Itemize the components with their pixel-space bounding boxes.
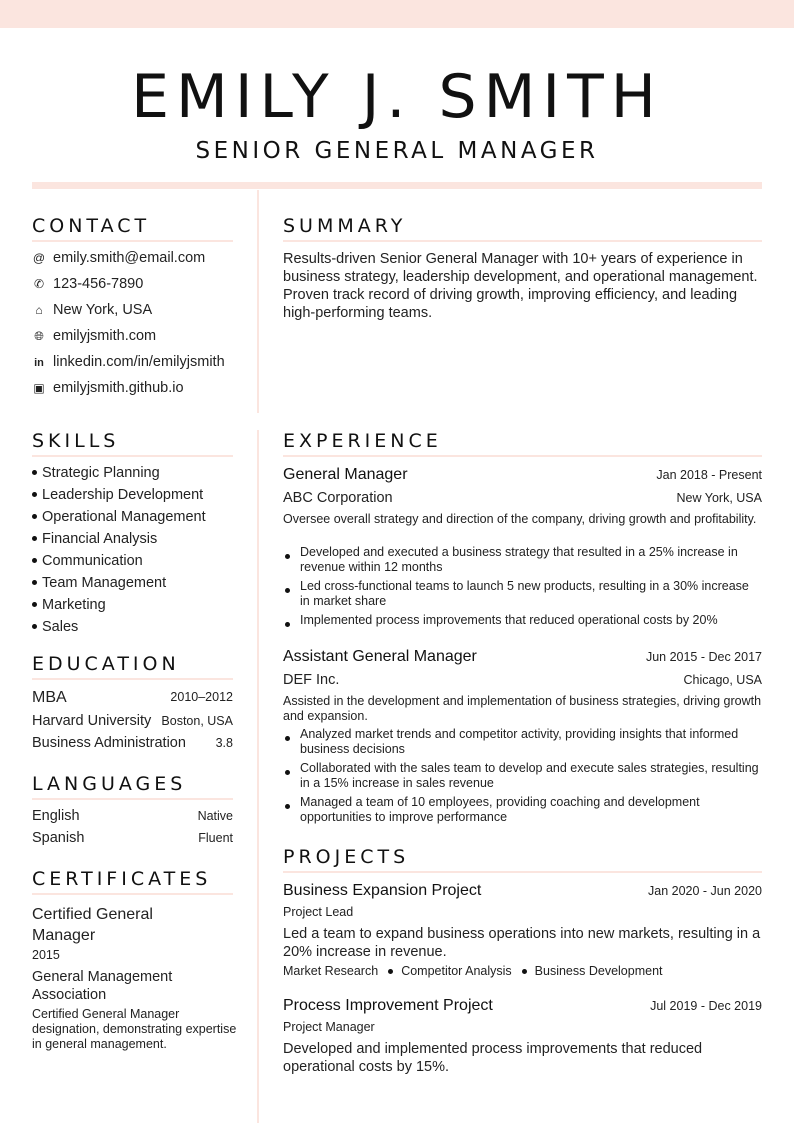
contact-email[interactable]: [32, 250, 205, 266]
header-divider: [32, 182, 762, 189]
job-title-row: [283, 466, 762, 484]
job-bullets: [283, 727, 762, 829]
job-title-row: [283, 648, 762, 666]
job-summary: Assisted in the development and implementation of business strategies, driving growth and expansion.: [283, 694, 762, 723]
contact-github[interactable]: [32, 380, 184, 396]
education-gpa: 3.8: [215, 736, 233, 750]
education-field-row: [32, 735, 233, 751]
job-location: New York, USA: [676, 491, 762, 505]
certificate-name: Certified General Manager: [32, 906, 153, 944]
language-level: Fluent: [198, 831, 233, 845]
project-title: Business Expansion Project: [283, 882, 482, 899]
education-location: Boston, USA: [161, 714, 233, 728]
project-title-row: [283, 882, 762, 900]
education-years: 2010–2012: [170, 690, 233, 704]
contact-linkedin[interactable]: [32, 354, 225, 370]
skill-item: Strategic Planning: [32, 465, 160, 481]
education-degree-row: [32, 689, 233, 707]
contact-phone-text: 123-456-7890: [53, 276, 144, 292]
language-row: [32, 808, 233, 824]
education-heading: EDUCATION: [32, 653, 233, 680]
column-divider-bottom: [257, 430, 259, 1123]
job-company-row: [283, 672, 762, 688]
project-description: Developed and implemented process improvements that reduced operational costs by 15%.: [283, 1041, 703, 1075]
job-bullet: Developed and executed a business strategy that resulted in a 25% increase in revenue within 12 months: [283, 545, 762, 575]
job-company: DEF Inc.: [283, 672, 340, 688]
project-description: Led a team to expand business operations into new markets, resulting in a 20% increase in revenue.: [283, 926, 761, 960]
job-title: SENIOR GENERAL MANAGER: [195, 138, 599, 164]
column-divider-top: [257, 190, 259, 413]
skill-item: Financial Analysis: [32, 531, 157, 547]
job-company: ABC Corporation: [283, 490, 393, 506]
certificate-description: Certified General Manager designation, demonstrating expertise in general management.: [32, 1007, 237, 1051]
contact-location-text: New York, USA: [53, 302, 153, 318]
job-dates: Jan 2018 - Present: [656, 468, 762, 482]
job-title-text: General Manager: [283, 466, 408, 483]
job-bullet: Implemented process improvements that reduced operational costs by 20%: [283, 613, 762, 628]
skill-item: Marketing: [32, 597, 106, 613]
project-title: Process Improvement Project: [283, 997, 493, 1014]
globe-icon: 🌐︎: [34, 329, 44, 343]
education-school-row: [32, 713, 233, 729]
skill-item: Operational Management: [32, 509, 206, 525]
language-row: [32, 830, 233, 846]
project-tag: Business Development: [534, 964, 663, 978]
project-tag: Competitor Analysis: [401, 964, 512, 978]
github-icon: ▣: [33, 381, 45, 395]
job-title-text: Assistant General Manager: [283, 648, 477, 665]
languages-heading: LANGUAGES: [32, 773, 233, 800]
contact-phone[interactable]: [32, 276, 143, 292]
candidate-name: EMILY J. SMITH: [131, 62, 663, 132]
job-location: Chicago, USA: [683, 673, 762, 687]
project-title-row: [283, 997, 762, 1015]
projects-heading: PROJECTS: [283, 846, 762, 873]
job-bullet: Collaborated with the sales team to develop and execute sales strategies, resulting in a 15% increase in sales revenue: [283, 761, 762, 791]
contact-email-text: emily.smith@email.com: [53, 250, 206, 266]
skill-item: Leadership Development: [32, 487, 203, 503]
contact-website[interactable]: [32, 328, 156, 344]
skills-heading: SKILLS: [32, 430, 233, 457]
project-dates: Jul 2019 - Dec 2019: [650, 999, 762, 1013]
linkedin-icon: in: [34, 357, 44, 369]
certificates-heading: CERTIFICATES: [32, 868, 233, 895]
language-name: English: [32, 808, 80, 824]
education-degree: MBA: [32, 689, 67, 706]
education-field: Business Administration: [32, 735, 186, 751]
skill-item: Communication: [32, 553, 143, 569]
certificate-issuer: General Management Association: [32, 969, 173, 1003]
project-dates: Jan 2020 - Jun 2020: [648, 884, 762, 898]
job-bullet: Managed a team of 10 employees, providing coaching and development opportunities to improve performance: [283, 795, 762, 825]
project-role: Project Lead: [283, 905, 354, 919]
contact-location: [32, 302, 152, 318]
skill-item: Sales: [32, 619, 78, 635]
summary-heading: SUMMARY: [283, 215, 762, 242]
contact-github-text: emilyjsmith.github.io: [53, 380, 184, 396]
certificate-year: 2015: [32, 948, 60, 962]
at-icon: @: [32, 251, 46, 265]
top-accent-band: [0, 0, 794, 28]
phone-icon: ✆: [33, 277, 45, 291]
home-icon: ⌂: [35, 303, 43, 317]
job-dates: Jun 2015 - Dec 2017: [645, 650, 762, 664]
job-bullet: Analyzed market trends and competitor activity, providing insights that informed business decisions: [283, 727, 762, 757]
project-tag: Market Research: [283, 964, 379, 978]
summary-text: Results-driven Senior General Manager with 10+ years of experience in business strategy, leadership development, and operational management. Proven track record of driving growth, improving efficiency, and leading high-performing teams.: [283, 251, 758, 321]
job-bullets: [283, 545, 762, 632]
language-name: Spanish: [32, 830, 85, 846]
contact-heading: CONTACT: [32, 215, 233, 242]
job-bullet: Led cross-functional teams to launch 5 new products, resulting in a 30% increase in market share: [283, 579, 762, 609]
skill-item: Team Management: [32, 575, 166, 591]
project-role: Project Manager: [283, 1020, 375, 1034]
language-level: Native: [197, 809, 233, 823]
contact-website-text: emilyjsmith.com: [53, 328, 157, 344]
education-school: Harvard University: [32, 713, 152, 729]
project-tags: [283, 964, 663, 978]
experience-heading: EXPERIENCE: [283, 430, 762, 457]
job-summary: Oversee overall strategy and direction of the company, driving growth and profitability.: [283, 512, 757, 526]
contact-linkedin-text: linkedin.com/in/emilyjsmith: [53, 354, 225, 370]
job-company-row: [283, 490, 762, 506]
